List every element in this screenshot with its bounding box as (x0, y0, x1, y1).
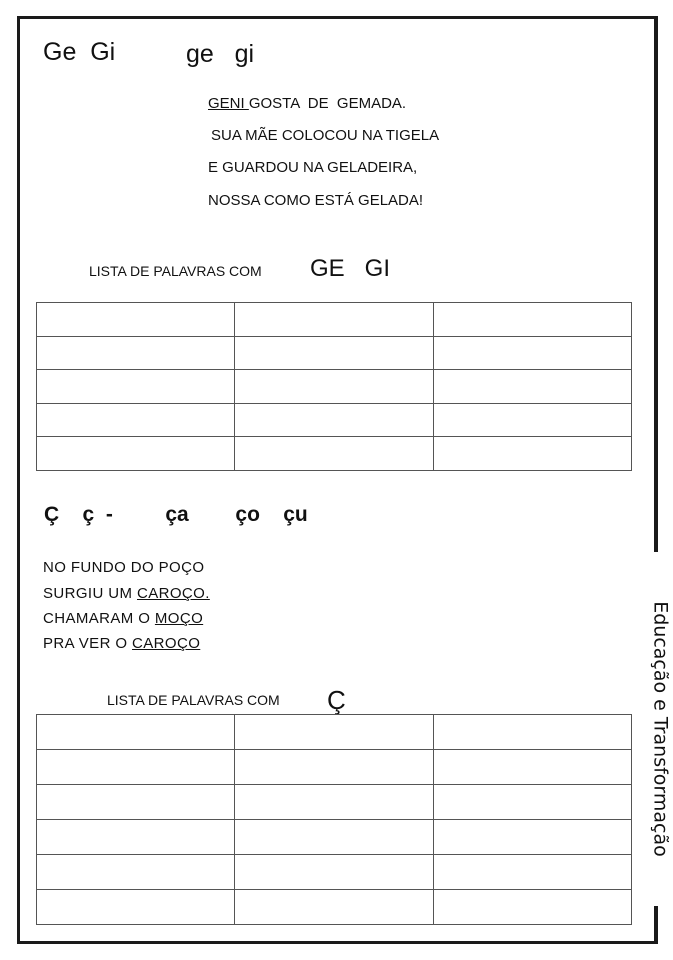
grid-cell[interactable] (235, 370, 433, 404)
grid-cell[interactable] (235, 890, 433, 925)
poem-c-line-3-word: MOÇO (154, 610, 204, 627)
grid-cell[interactable] (37, 303, 235, 337)
poem-c-line-2 (43, 586, 210, 601)
grid-cell[interactable] (37, 715, 235, 750)
grid-cell[interactable] (433, 303, 631, 337)
grid-cell[interactable] (37, 890, 235, 925)
side-vertical-text: Educação e Transformação (649, 601, 672, 857)
grid-cell[interactable] (433, 820, 631, 855)
list-c-label: LISTA DE PALAVRAS COM (107, 692, 280, 708)
grid-cell[interactable] (37, 437, 235, 471)
grid-cell[interactable] (433, 855, 631, 890)
grid-cell[interactable] (433, 785, 631, 820)
grid-cell[interactable] (235, 855, 433, 890)
poem-c-line-3-pre: CHAMARAM O (43, 610, 155, 627)
grid-cell[interactable] (235, 820, 433, 855)
word-grid-g (36, 302, 632, 471)
poem-g-line-1-rest: GOSTA DE GEMADA. (248, 95, 407, 112)
grid-cell[interactable] (433, 337, 631, 370)
grid-cell[interactable] (433, 750, 631, 785)
grid-cell[interactable] (37, 404, 235, 437)
grid-cell[interactable] (235, 337, 433, 370)
grid-cell[interactable] (433, 370, 631, 404)
grid-cell[interactable] (37, 337, 235, 370)
grid-cell[interactable] (235, 750, 433, 785)
grid-cell[interactable] (37, 820, 235, 855)
word-grid-c (36, 714, 632, 925)
grid-cell[interactable] (37, 750, 235, 785)
grid-cell[interactable] (433, 715, 631, 750)
grid-cell[interactable] (37, 785, 235, 820)
poem-c-line-4-pre: PRA VER O (43, 635, 133, 652)
poem-g-line-1-word: GENI (208, 95, 249, 112)
poem-c-line-2-pre: SURGIU UM (43, 585, 137, 602)
title-c-cedilla: Ç ç - ça ço çu (44, 503, 308, 526)
poem-c-line-1: NO FUNDO DO POÇO (43, 559, 205, 576)
poem-g-line-4: NOSSA COMO ESTÁ GELADA! (208, 192, 424, 209)
page-border-right-bottom (654, 906, 658, 944)
grid-cell[interactable] (37, 370, 235, 404)
grid-cell[interactable] (433, 890, 631, 925)
poem-c-line-3 (43, 611, 203, 626)
poem-c-line-4 (43, 636, 200, 651)
poem-g-line-3: E GUARDOU NA GELADEIRA, (208, 159, 418, 176)
list-g-label: LISTA DE PALAVRAS COM (89, 263, 262, 279)
title-g-upper: Ge Gi (43, 38, 116, 66)
page-border-right-top (654, 16, 658, 552)
grid-cell[interactable] (433, 437, 631, 471)
grid-cell[interactable] (235, 437, 433, 471)
poem-c-line-2-word: CAROÇO. (137, 585, 210, 602)
grid-cell[interactable] (235, 303, 433, 337)
grid-cell[interactable] (235, 785, 433, 820)
grid-cell[interactable] (235, 715, 433, 750)
list-c-letter: Ç (327, 685, 346, 715)
grid-cell[interactable] (433, 404, 631, 437)
poem-g-line-1 (208, 96, 406, 111)
grid-cell[interactable] (235, 404, 433, 437)
poem-g-line-2: SUA MÃE COLOCOU NA TIGELA (211, 127, 440, 144)
grid-cell[interactable] (37, 855, 235, 890)
poem-c-line-4-word: CAROÇO (132, 635, 201, 652)
title-g-lower: ge gi (186, 40, 255, 68)
list-g-letters: GE GI (310, 255, 391, 282)
